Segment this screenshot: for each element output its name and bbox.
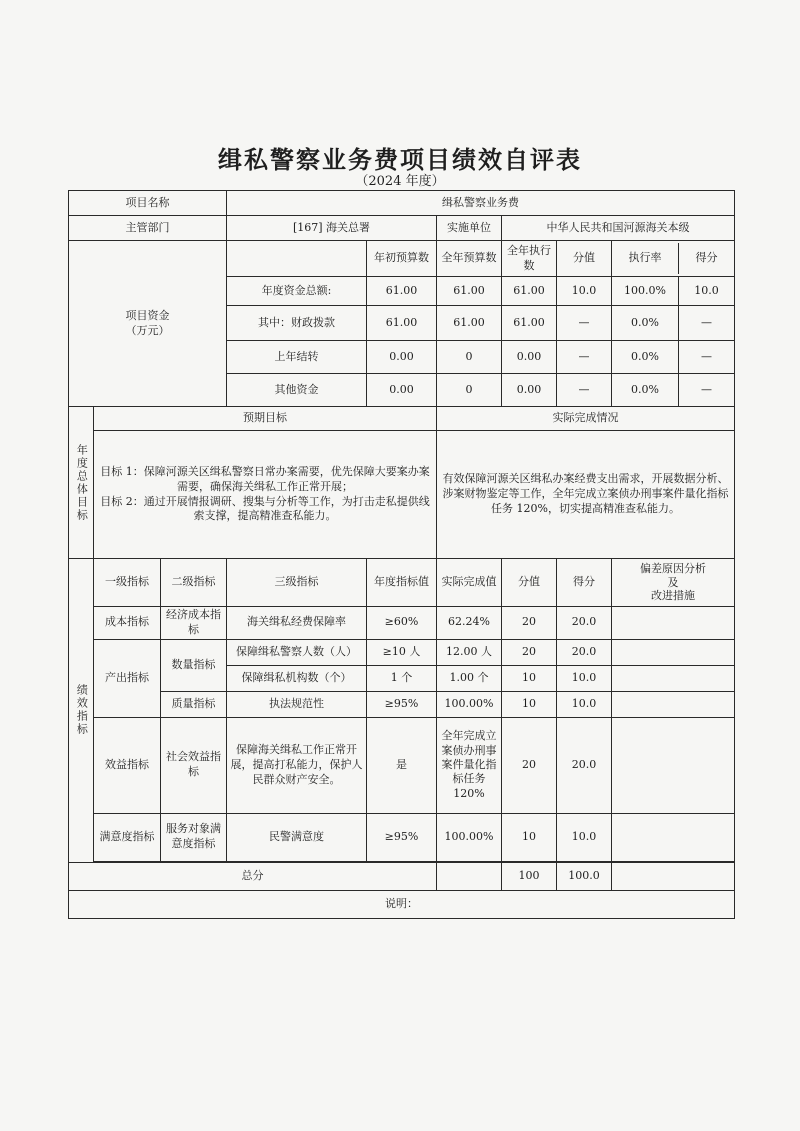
- funds-cell: 0.00: [367, 374, 437, 407]
- indicator-score: 10.0: [557, 691, 612, 717]
- deviation-note: [612, 691, 735, 717]
- funds-row-name: 其他资金: [227, 374, 367, 407]
- indicator-row-cost: [69, 607, 735, 640]
- indicator-score: 10.0: [557, 665, 612, 691]
- funds-cell: 0.00: [502, 341, 557, 374]
- funds-header-row: [69, 241, 735, 277]
- total-score: 100.0: [557, 862, 612, 890]
- funds-header: [612, 241, 735, 277]
- deviation-note: [612, 607, 735, 640]
- funds-cell-pair: [612, 306, 735, 341]
- l1-indicator: 成本指标: [94, 607, 161, 640]
- funds-header: 全年预算数: [437, 241, 502, 277]
- implementing-unit-value: 中华人民共和国河源海关本级: [502, 216, 735, 241]
- indicator-header: 分值: [502, 559, 557, 607]
- project-name-label: 项目名称: [69, 191, 227, 216]
- expected-goals-label: 预期目标: [94, 407, 437, 431]
- report-year: （2024 年度）: [355, 174, 445, 189]
- indicator-weight: 10: [502, 691, 557, 717]
- indicator-score: 20.0: [557, 639, 612, 665]
- l2-indicator: 社会效益指标: [161, 717, 227, 813]
- l1-indicator: 效益指标: [94, 717, 161, 813]
- indicator-header: 一级指标: [94, 559, 161, 607]
- funds-row-name: 其中：财政拨款: [227, 306, 367, 341]
- indicator-actual: 12.00 人: [437, 639, 502, 665]
- indicator-actual: 62.24%: [437, 607, 502, 640]
- funds-cell: 0.0%: [612, 306, 679, 340]
- funds-header: 全年执行数: [502, 241, 557, 277]
- funds-header: 得分: [695, 251, 718, 265]
- funds-cell: 0: [437, 374, 502, 407]
- indicator-header: 年度指标值: [367, 559, 437, 607]
- total-row: [69, 862, 735, 890]
- funds-cell: 61.00: [437, 277, 502, 306]
- implementing-unit-label: 实施单位: [437, 216, 502, 241]
- l3-indicator: 海关缉私经费保障率: [227, 607, 367, 640]
- indicator-score: 20.0: [557, 607, 612, 640]
- indicator-header-row: [69, 559, 735, 607]
- indicator-header: 得分: [557, 559, 612, 607]
- indicator-target: ≥95%: [367, 691, 437, 717]
- funds-cell: —: [701, 383, 712, 396]
- indicator-actual: 全年完成立案侦办刑事案件量化指标任务 120%: [437, 717, 502, 813]
- l3-indicator: 民警满意度: [227, 813, 367, 861]
- funds-cell: 0.0%: [612, 341, 679, 373]
- indicator-target: 是: [367, 717, 437, 813]
- indicator-row-output: [69, 691, 735, 717]
- indicator-row-effect: [69, 717, 735, 813]
- indicator-actual: 1.00 个: [437, 665, 502, 691]
- total-weight: 100: [502, 862, 557, 890]
- funds-header: 年初预算数: [367, 241, 437, 277]
- funds-cell: 10.0: [694, 284, 719, 297]
- funds-cell-pair: [612, 277, 735, 306]
- indicator-weight: 20: [502, 639, 557, 665]
- deviation-note: [612, 665, 735, 691]
- department-value: [167] 海关总署: [227, 216, 437, 241]
- funds-cell: —: [557, 374, 612, 407]
- funds-cell: 61.00: [502, 277, 557, 306]
- indicator-actual: 100.00%: [437, 813, 502, 861]
- actual-completion-text: 有效保障河源关区缉私办案经费支出需求，开展数据分析、涉案财物鉴定等工作，全年完成立案侦办刑事案件量化指标任务 120%，切实提高精准查私能力。: [437, 431, 735, 559]
- indicator-row-output: [69, 639, 735, 665]
- l3-indicator: 保障缉私机构数（个）: [227, 665, 367, 691]
- project-name-row: [69, 191, 735, 216]
- funds-label: 项目资金 （万元）: [69, 241, 227, 407]
- indicator-weight: 10: [502, 665, 557, 691]
- indicator-weight: 10: [502, 813, 557, 861]
- total-label: 总分: [69, 862, 437, 890]
- funds-cell: 61.00: [502, 306, 557, 341]
- funds-row-name: 上年结转: [227, 341, 367, 374]
- l2-indicator: 经济成本指标: [161, 607, 227, 640]
- l3-indicator: 执法规范性: [227, 691, 367, 717]
- expected-goals-text: 目标 1：保障河源关区缉私警察日常办案需要，优先保障大要案办案需要，确保海关缉私工作正常开展； 目标 2：通过开展情报调研、搜集与分析等工作，为打击走私提供线索支撑，提高精准查私能力。: [94, 431, 437, 559]
- funds-header: 分值: [557, 241, 612, 277]
- deviation-note: [612, 813, 735, 861]
- l1-indicator: 产出指标: [94, 639, 161, 717]
- funds-header: 执行率: [612, 243, 679, 274]
- self-evaluation-table: [68, 190, 735, 919]
- goals-header-row: [69, 407, 735, 431]
- funds-cell: 0.00: [502, 374, 557, 407]
- indicator-weight: 20: [502, 607, 557, 640]
- performance-indicators-label: 绩效指标: [69, 559, 94, 863]
- indicator-target: ≥10 人: [367, 639, 437, 665]
- deviation-note: [612, 717, 735, 813]
- actual-completion-label: 实际完成情况: [437, 407, 735, 431]
- funds-cell: —: [701, 350, 712, 363]
- indicator-weight: 20: [502, 717, 557, 813]
- funds-cell: 100.0%: [612, 277, 679, 305]
- funds-cell: 0: [437, 341, 502, 374]
- project-name-value: 缉私警察业务费: [227, 191, 735, 216]
- funds-cell-pair: [612, 341, 735, 374]
- indicator-actual: 100.00%: [437, 691, 502, 717]
- funds-cell-pair: [612, 374, 735, 407]
- department-row: [69, 216, 735, 241]
- annual-goals-label: 年度总体目标: [69, 407, 94, 559]
- indicator-target: 1 个: [367, 665, 437, 691]
- indicator-target: ≥60%: [367, 607, 437, 640]
- note-label: 说明：: [69, 890, 735, 918]
- l2-indicator: 服务对象满意度指标: [161, 813, 227, 861]
- funds-cell: —: [701, 316, 712, 329]
- goals-content-row: [69, 431, 735, 559]
- l2-indicator: 数量指标: [161, 639, 227, 691]
- indicator-row-satisfaction: [69, 813, 735, 861]
- funds-cell: 61.00: [437, 306, 502, 341]
- l3-indicator: 保障缉私警察人数（人）: [227, 639, 367, 665]
- indicator-score: 20.0: [557, 717, 612, 813]
- funds-row-name: 年度资金总额:: [227, 277, 367, 306]
- indicator-header: 实际完成值: [437, 559, 502, 607]
- department-label: 主管部门: [69, 216, 227, 241]
- l1-indicator: 满意度指标: [94, 813, 161, 861]
- indicator-header: 三级指标: [227, 559, 367, 607]
- funds-cell: —: [557, 341, 612, 374]
- funds-cell: 0.0%: [612, 374, 679, 406]
- funds-cell: 10.0: [557, 277, 612, 306]
- funds-cell: 61.00: [367, 277, 437, 306]
- l2-indicator: 质量指标: [161, 691, 227, 717]
- page-title: 缉私警察业务费项目绩效自评表: [218, 145, 582, 174]
- indicator-target: ≥95%: [367, 813, 437, 861]
- funds-cell: 61.00: [367, 306, 437, 341]
- indicator-score: 10.0: [557, 813, 612, 861]
- note-row: [69, 890, 735, 918]
- funds-cell: —: [557, 306, 612, 341]
- indicator-header: 偏差原因分析 及 改进措施: [612, 559, 735, 607]
- funds-cell: 0.00: [367, 341, 437, 374]
- deviation-note: [612, 639, 735, 665]
- l3-indicator: 保障海关缉私工作正常开展，提高打私能力，保护人民群众财产安全。: [227, 717, 367, 813]
- indicator-header: 二级指标: [161, 559, 227, 607]
